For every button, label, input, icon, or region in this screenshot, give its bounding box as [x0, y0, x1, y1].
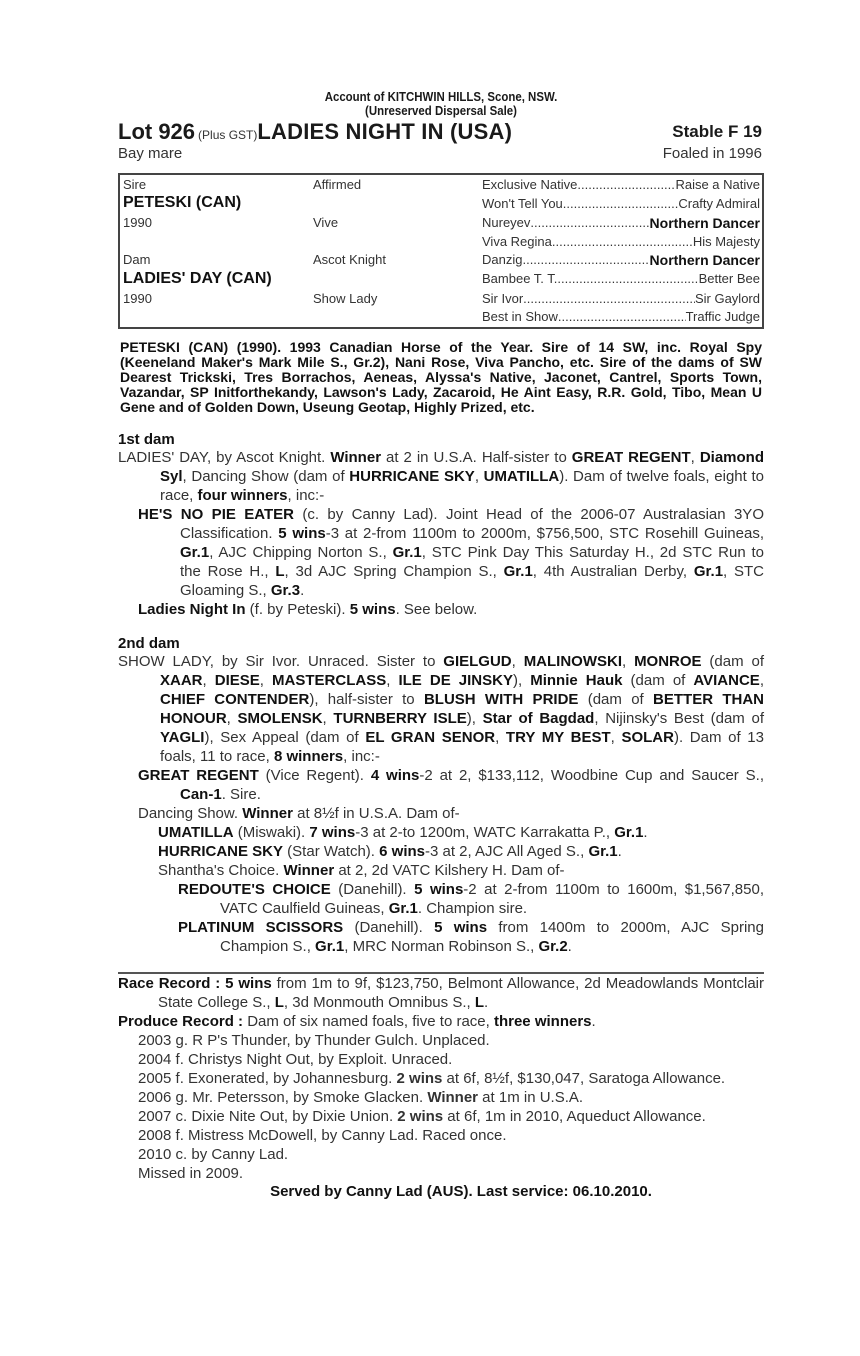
- horse-description: Bay mare: [118, 145, 183, 162]
- produce-foal-entry: 2004 f. Christys Night Out, by Exploit. Unraced.: [138, 1051, 453, 1068]
- dam-name: LADIES' DAY (CAN): [123, 270, 272, 287]
- gen3-row: Nureyev ..... Northern Dancer: [482, 215, 760, 231]
- produce-foal-entry: 2006 g. Mr. Petersson, by Smoke Glacken. Winner at 1m in U.S.A.: [138, 1089, 584, 1106]
- pedigree-paragraph: Ladies Night In (f. by Peteski). 5 wins. See below.: [138, 601, 478, 618]
- second-dam-body: [118, 652, 764, 956]
- produce-foal-entry: 2007 c. Dixie Nite Out, by Dixie Union. 2 wins at 6f, 1m in 2010, Aqueduct Allowance.: [138, 1108, 706, 1125]
- pedigree-paragraph: Shantha's Choice. Winner at 2, 2d VATC Kilshery H. Dam of-: [158, 862, 565, 879]
- first-dam-section: [118, 431, 764, 619]
- gen3-row: Bambee T. T. ..... Better Bee: [482, 271, 760, 286]
- produce-foal-list: [118, 1031, 764, 1183]
- plus-gst-note: (Plus GST): [198, 128, 258, 142]
- sire-year: 1990: [123, 215, 152, 230]
- produce-record: Produce Record : Dam of six named foals, five to race, three winners.: [118, 1013, 596, 1030]
- produce-foal-entry: 2003 g. R P's Thunder, by Thunder Gulch. Unplaced.: [138, 1032, 490, 1049]
- pedigree-table: [118, 173, 764, 329]
- horse-name: LADIES NIGHT IN (USA): [257, 119, 513, 144]
- gen3-row: Viva Regina ..... His Majesty: [482, 234, 760, 249]
- race-record: Race Record : 5 wins from 1m to 9f, $123,750, Belmont Allowance, 2d Meadowlands Montclair State College S., L, 3d Monmouth Omnibus S., L.: [118, 975, 764, 1011]
- served-note: Served by Canny Lad (AUS). Last service: 06.10.2010.: [270, 1183, 652, 1200]
- produce-foal-entry: 2008 f. Mistress McDowell, by Canny Lad. Raced once.: [138, 1127, 507, 1144]
- sale-type: (Unreserved Dispersal Sale): [365, 103, 517, 118]
- pedigree-paragraph: GREAT REGENT (Vice Regent). 4 wins-2 at 2, $133,112, Woodbine Cup and Saucer S., Can-1. Sire.: [138, 767, 764, 803]
- dam-dam: Show Lady: [313, 291, 378, 306]
- foaled-year: Foaled in 1996: [662, 145, 762, 162]
- gen3-row: Danzig ..... Northern Dancer: [482, 252, 760, 268]
- pedigree-paragraph: HE'S NO PIE EATER (c. by Canny Lad). Joint Head of the 2006-07 Australasian 3YO Classification. 5 wins-3 at 2-from 1100m to 2000m, $756,500, STC Rosehill Guineas, Gr.1, AJC Chipping Norton S., Gr.1, STC Pink Day This Saturday H., 2d STC Run to the Rose H., L, 3d AJC Spring Champion S., Gr.1, 4th Australian Derby, Gr.1, STC Gloaming S., Gr.3.: [138, 506, 765, 599]
- catalogue-page: [118, 90, 764, 1200]
- dam-year: 1990: [123, 291, 152, 306]
- gen3-row: Sir Ivor ..... Sir Gaylord: [482, 291, 760, 306]
- pedigree-paragraph: REDOUTE'S CHOICE (Danehill). 5 wins-2 at 2-from 1100m to 1600m, $1,567,850, VATC Caulfield Guineas, Gr.1. Champion sire.: [178, 881, 764, 917]
- pedigree-paragraph: PLATINUM SCISSORS (Danehill). 5 wins from 1400m to 2000m, AJC Spring Champion S., Gr.1, MRC Norman Robinson S., Gr.2.: [178, 919, 764, 955]
- gen3-row: Exclusive Native ..... Raise a Native: [482, 177, 760, 192]
- vendor-account: Account of KITCHWIN HILLS, Scone, NSW.: [324, 89, 558, 104]
- second-dam-heading: 2nd dam: [118, 635, 180, 652]
- sire-name: PETESKI (CAN): [123, 194, 242, 211]
- sire-notes: PETESKI (CAN) (1990). 1993 Canadian Horse of the Year. Sire of 14 SW, inc. Royal Spy (Keeneland Maker's Mark Mile S., Gr.2), Nani Rose, Viva Pancho, etc. Sire of the dams of SW Dearest Trickski, Tres Borrachos, Aeneas, Alyssa's Native, Jaconet, Cantrel, Sports Town, Vazandar, SP Initforthekandy, Lawson's Lady, Zacaroid, He Aint Easy, R.R. Gold, Tibo, Mean U Gene and of Golden Down, Useung Geotap, Highly Prized, etc.: [120, 339, 762, 415]
- sire-sire: Affirmed: [313, 177, 362, 192]
- lot-number: Lot 926: [118, 119, 196, 144]
- sire-dam: Vive: [313, 215, 339, 230]
- race-record-label: Race Record :: [118, 975, 221, 992]
- gen3-row: Best in Show ..... Traffic Judge: [482, 309, 760, 324]
- dam-label: Dam: [123, 252, 151, 267]
- pedigree-paragraph: LADIES' DAY, by Ascot Knight. Winner at 2 in U.S.A. Half-sister to GREAT REGENT, Diamond Syl, Dancing Show (dam of HURRICANE SKY, UMATILLA). Dam of twelve foals, eight to race, four winners, inc:-: [118, 449, 764, 504]
- dam-sire: Ascot Knight: [313, 252, 386, 267]
- pedigree-paragraph: HURRICANE SKY (Star Watch). 6 wins-3 at 2, AJC All Aged S., Gr.1.: [158, 843, 622, 860]
- pedigree-paragraph: Dancing Show. Winner at 8½f in U.S.A. Dam of-: [138, 805, 460, 822]
- produce-foal-entry: Missed in 2009.: [138, 1165, 244, 1182]
- produce-foal-entry: 2010 c. by Canny Lad.: [138, 1146, 289, 1163]
- lot-line: [118, 119, 764, 145]
- pedigree-paragraph: UMATILLA (Miswaki). 7 wins-3 at 2-to 1200m, WATC Karrakatta P., Gr.1.: [158, 824, 648, 841]
- produce-record-label: Produce Record :: [118, 1013, 244, 1030]
- first-dam-heading: 1st dam: [118, 431, 175, 448]
- stable-number: Stable F 19: [672, 122, 762, 141]
- produce-foal-entry: 2005 f. Exonerated, by Johannesburg. 2 wins at 6f, 8½f, $130,047, Saratoga Allowance.: [138, 1070, 726, 1087]
- second-dam-section: [118, 635, 764, 956]
- gen3-row: Won't Tell You ..... Crafty Admiral: [482, 196, 760, 211]
- pedigree-paragraph: SHOW LADY, by Sir Ivor. Unraced. Sister to GIELGUD, MALINOWSKI, MONROE (dam of XAAR, DIESE, MASTERCLASS, ILE DE JINSKY), Minnie Hauk (dam of AVIANCE, CHIEF CONTENDER), half-sister to BLUSH WITH PRIDE (dam of BETTER THAN HONOUR, SMOLENSK, TURNBERRY ISLE), Star of Bagdad, Nijinsky's Best (dam of YAGLI), Sex Appeal (dam of EL GRAN SENOR, TRY MY BEST, SOLAR). Dam of 13 foals, 11 to race, 8 winners, inc:-: [118, 653, 765, 765]
- first-dam-body: [118, 448, 764, 619]
- sire-label: Sire: [123, 177, 147, 192]
- lot-title: [118, 119, 512, 145]
- horse-subline: [118, 145, 764, 165]
